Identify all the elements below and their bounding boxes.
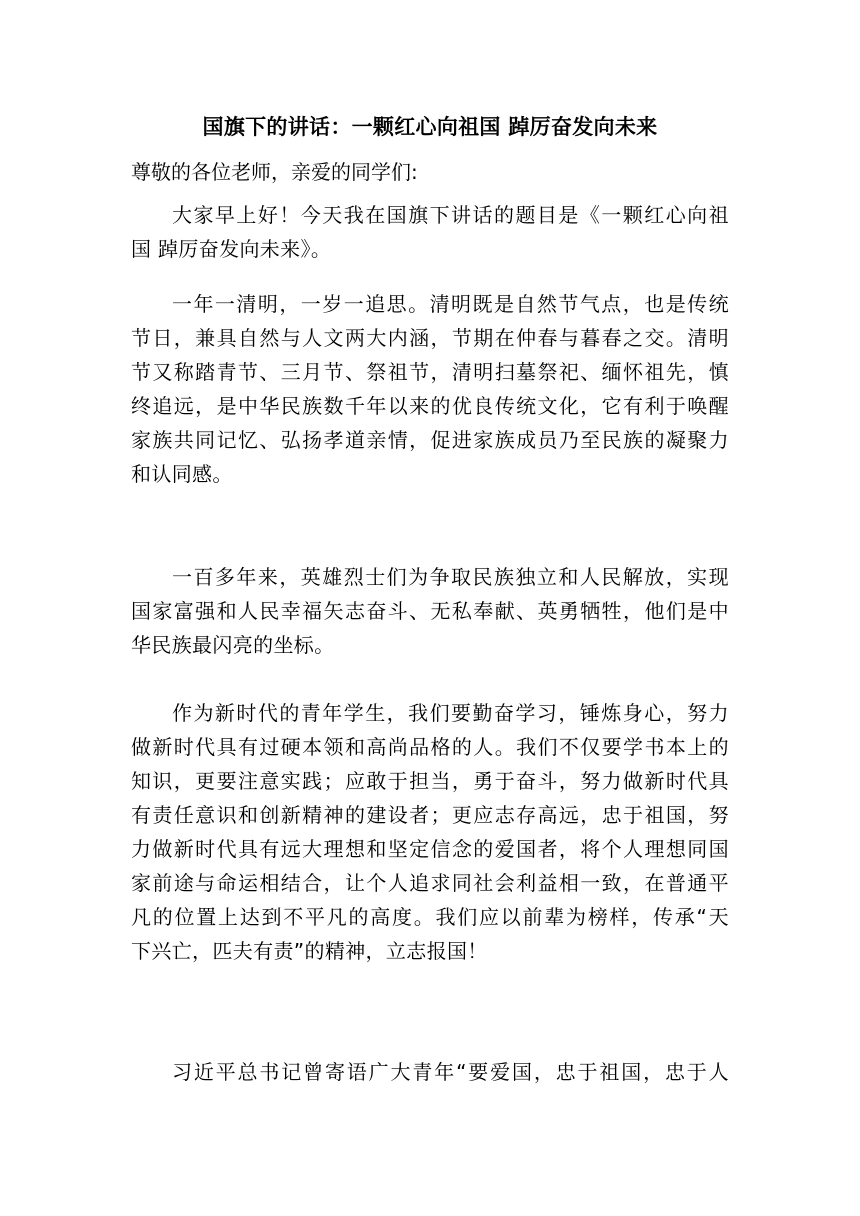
paragraph-line: 一百多年来，英雄烈士们为争取民族独立和人民解放，实现 — [172, 565, 729, 589]
paragraph-qingming — [131, 287, 729, 491]
paragraph-line: 有责任意识和创新精神的建设者；更应志存高远，忠于祖国，努 — [131, 803, 729, 827]
paragraph-quote — [131, 1055, 729, 1089]
paragraph-line: 凡的位置上达到不平凡的高度。我们应以前辈为榜样，传承“天 — [131, 905, 729, 929]
paragraph-line: 习近平总书记曾寄语广大青年“要爱国，忠于祖国，忠于人 — [172, 1060, 729, 1084]
paragraph-line: 力做新时代具有远大理想和坚定信念的爱国者，将个人理想同国 — [131, 837, 729, 861]
paragraph-line: 下兴亡，匹夫有责”的精神，立志报国！ — [131, 939, 488, 963]
document-title: 国旗下的讲话：一颗红心向祖国 踔厉奋发向未来 — [202, 115, 658, 139]
paragraph-line: 节又称踏青节、三月节、祭祖节，清明扫墓祭祀、缅怀祖先，慎 — [131, 360, 729, 384]
paragraph-line: 作为新时代的青年学生，我们要勤奋学习，锤炼身心，努力 — [172, 701, 729, 725]
paragraph-line: 节日，兼具自然与人文两大内涵，节期在仲春与暮春之交。清明 — [131, 326, 729, 350]
paragraph-heroes — [131, 560, 729, 662]
paragraph-line: 终追远，是中华民族数千年以来的优良传统文化，它有利于唤醒 — [131, 394, 729, 418]
paragraph-line: 大家早上好！今天我在国旗下讲话的题目是《一颗红心向祖 — [172, 203, 729, 227]
paragraph-line: 做新时代具有过硬本领和高尚品格的人。我们不仅要学书本上的 — [131, 735, 729, 759]
paragraph-line: 一年一清明，一岁一追思。清明既是自然节气点，也是传统 — [172, 292, 729, 316]
paragraph-line: 家族共同记忆、弘扬孝道亲情，促进家族成员乃至民族的凝聚力 — [131, 428, 729, 452]
paragraph-line: 国 踔厉奋发向未来》。 — [131, 237, 332, 261]
paragraph-greeting — [131, 198, 729, 266]
salutation: 尊敬的各位老师，亲爱的同学们: — [131, 160, 418, 184]
paragraph-line: 和认同感。 — [131, 462, 233, 486]
paragraph-youth — [131, 696, 729, 968]
paragraph-line: 国家富强和人民幸福矢志奋斗、无私奉献、英勇牺牲，他们是中 — [131, 599, 729, 623]
paragraph-line: 知识，更要注意实践；应敢于担当，勇于奋斗，努力做新时代具 — [131, 769, 729, 793]
paragraph-line: 家前途与命运相结合，让个人追求同社会利益相一致，在普通平 — [131, 871, 729, 895]
paragraph-line: 华民族最闪亮的坐标。 — [131, 633, 335, 657]
